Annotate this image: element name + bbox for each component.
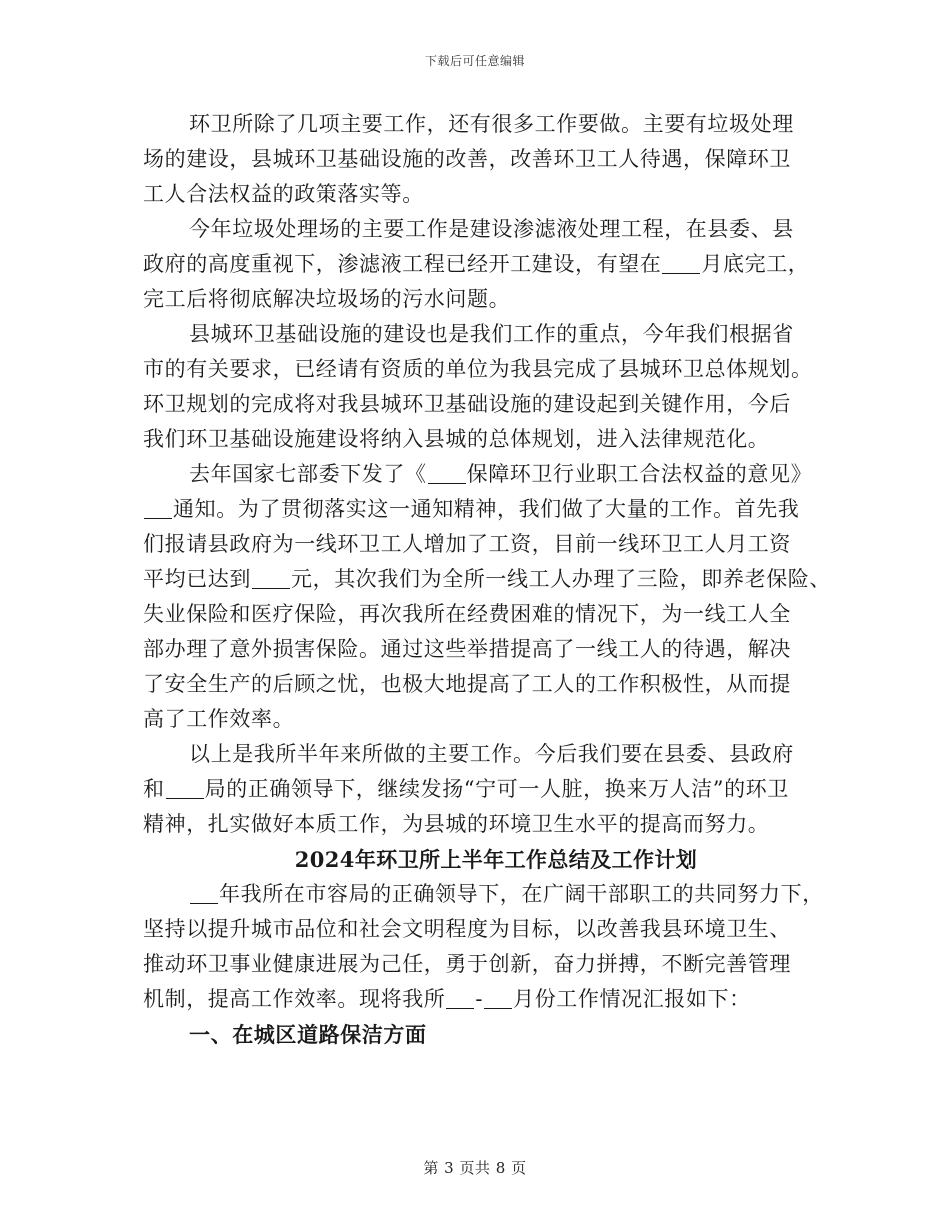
fill-in-blank: [428, 461, 466, 484]
page-footer: 第 3 页共 8 页: [423, 1159, 527, 1177]
paragraph-line: 以上是我所半年来所做的主要工作。今后我们要在县委、县政府: [189, 742, 794, 766]
paragraph-line: 县城环卫基础设施的建设也是我们工作的重点，今年我们根据省: [189, 322, 794, 346]
paragraph-line: [143, 457, 813, 492]
text-span: 月份工作情况汇报如下：: [513, 987, 751, 1011]
paragraph-line: 今年垃圾处理场的主要工作是建设渗滤液处理工程，在县委、县: [189, 217, 794, 241]
paragraph-line: [143, 982, 803, 1017]
paragraph-line: 坚持以提升城市品位和社会文明程度为目标，以改善我县环境卫生、: [143, 917, 791, 941]
paragraph-line: 部办理了意外损害保险。通过这些举措提高了一线工人的待遇，解决: [143, 637, 791, 661]
text-span: 年我所在市容局的正确领导下，在广阔干部职工的共同努力下，: [219, 882, 824, 906]
fill-in-blank: [144, 496, 172, 519]
paragraph-line: 们报请县政府为一线环卫工人增加了工资，目前一线环卫工人月工资: [143, 532, 791, 556]
text-span: 月底完工，: [701, 252, 810, 276]
paragraph-line: 了安全生产的后顾之忧，也极大地提高了工人的工作积极性，从而提: [143, 672, 791, 696]
fill-in-blank: [252, 566, 290, 589]
paragraph-line: 推动环卫事业健康进展为己任，勇于创新，奋力拼搏，不断完善管理: [143, 952, 791, 976]
fill-in-blank: [166, 776, 204, 799]
fill-in-blank: [446, 986, 474, 1009]
paragraph-line: [143, 772, 803, 807]
fill-in-blank: [484, 986, 512, 1009]
document-body: [143, 107, 831, 1052]
text-span: 元，其次我们为全所一线工人办理了三险，即养老保险、: [291, 567, 831, 591]
paragraph-line: 精神，扎实做好本质工作，为县城的环境卫生水平的提高而努力。: [143, 812, 770, 836]
fill-in-blank: [190, 881, 218, 904]
fill-in-blank: [662, 251, 700, 274]
paragraph-line: 环卫规划的完成将对我县城环卫基础设施的建设起到关键作用，今后: [143, 392, 791, 416]
text-span: 机制，提高工作效率。现将我所: [143, 987, 446, 1011]
text-span: 平均已达到: [143, 567, 251, 591]
text-span: 保障环卫行业职工合法权益的意见》: [466, 462, 813, 486]
paragraph-line: 高了工作效率。: [143, 707, 295, 731]
paragraph-line: 场的建设，县城环卫基础设施的改善，改善环卫工人待遇，保障环卫: [143, 147, 791, 171]
text-span: 和: [143, 777, 165, 801]
paragraph-line: [143, 562, 831, 597]
text-span: 政府的高度重视下，渗滤液工程已经开工建设，有望在: [143, 252, 662, 276]
paragraph-line: 我们环卫基础设施建设将纳入县城的总体规划，进入法律规范化。: [143, 427, 770, 451]
paragraph-line: [143, 247, 810, 282]
paragraph-line: [143, 877, 824, 912]
paragraph-line: 市的有关要求，已经请有资质的单位为我县完成了县城环卫总体规划。: [143, 357, 813, 381]
paragraph-line: 工人合法权益的政策落实等。: [143, 182, 424, 206]
paragraph-line: [143, 492, 803, 527]
text-span: 去年国家七部委下发了《: [189, 462, 427, 486]
paragraph-line: 环卫所除了几项主要工作，还有很多工作要做。主要有垃圾处理: [189, 112, 794, 136]
page-header-note: 下载后可任意编辑: [424, 54, 525, 68]
text-span: 通知。为了贯彻落实这一通知精神，我们做了大量的工作。首先我: [173, 497, 800, 521]
text-span: -: [475, 987, 484, 1011]
paragraph-line: 失业保险和医疗保险，再次我所在经费困难的情况下，为一线工人全: [143, 602, 791, 626]
text-span: 局的正确领导下，继续发扬“宁可一人脏，换来万人洁”的环卫: [204, 777, 789, 801]
paragraph-line: 完工后将彻底解决垃圾场的污水问题。: [143, 287, 511, 311]
section-heading: 一、在城区道路保洁方面: [189, 1022, 427, 1047]
section-title: 2024年环卫所上半年工作总结及工作计划: [294, 847, 698, 872]
